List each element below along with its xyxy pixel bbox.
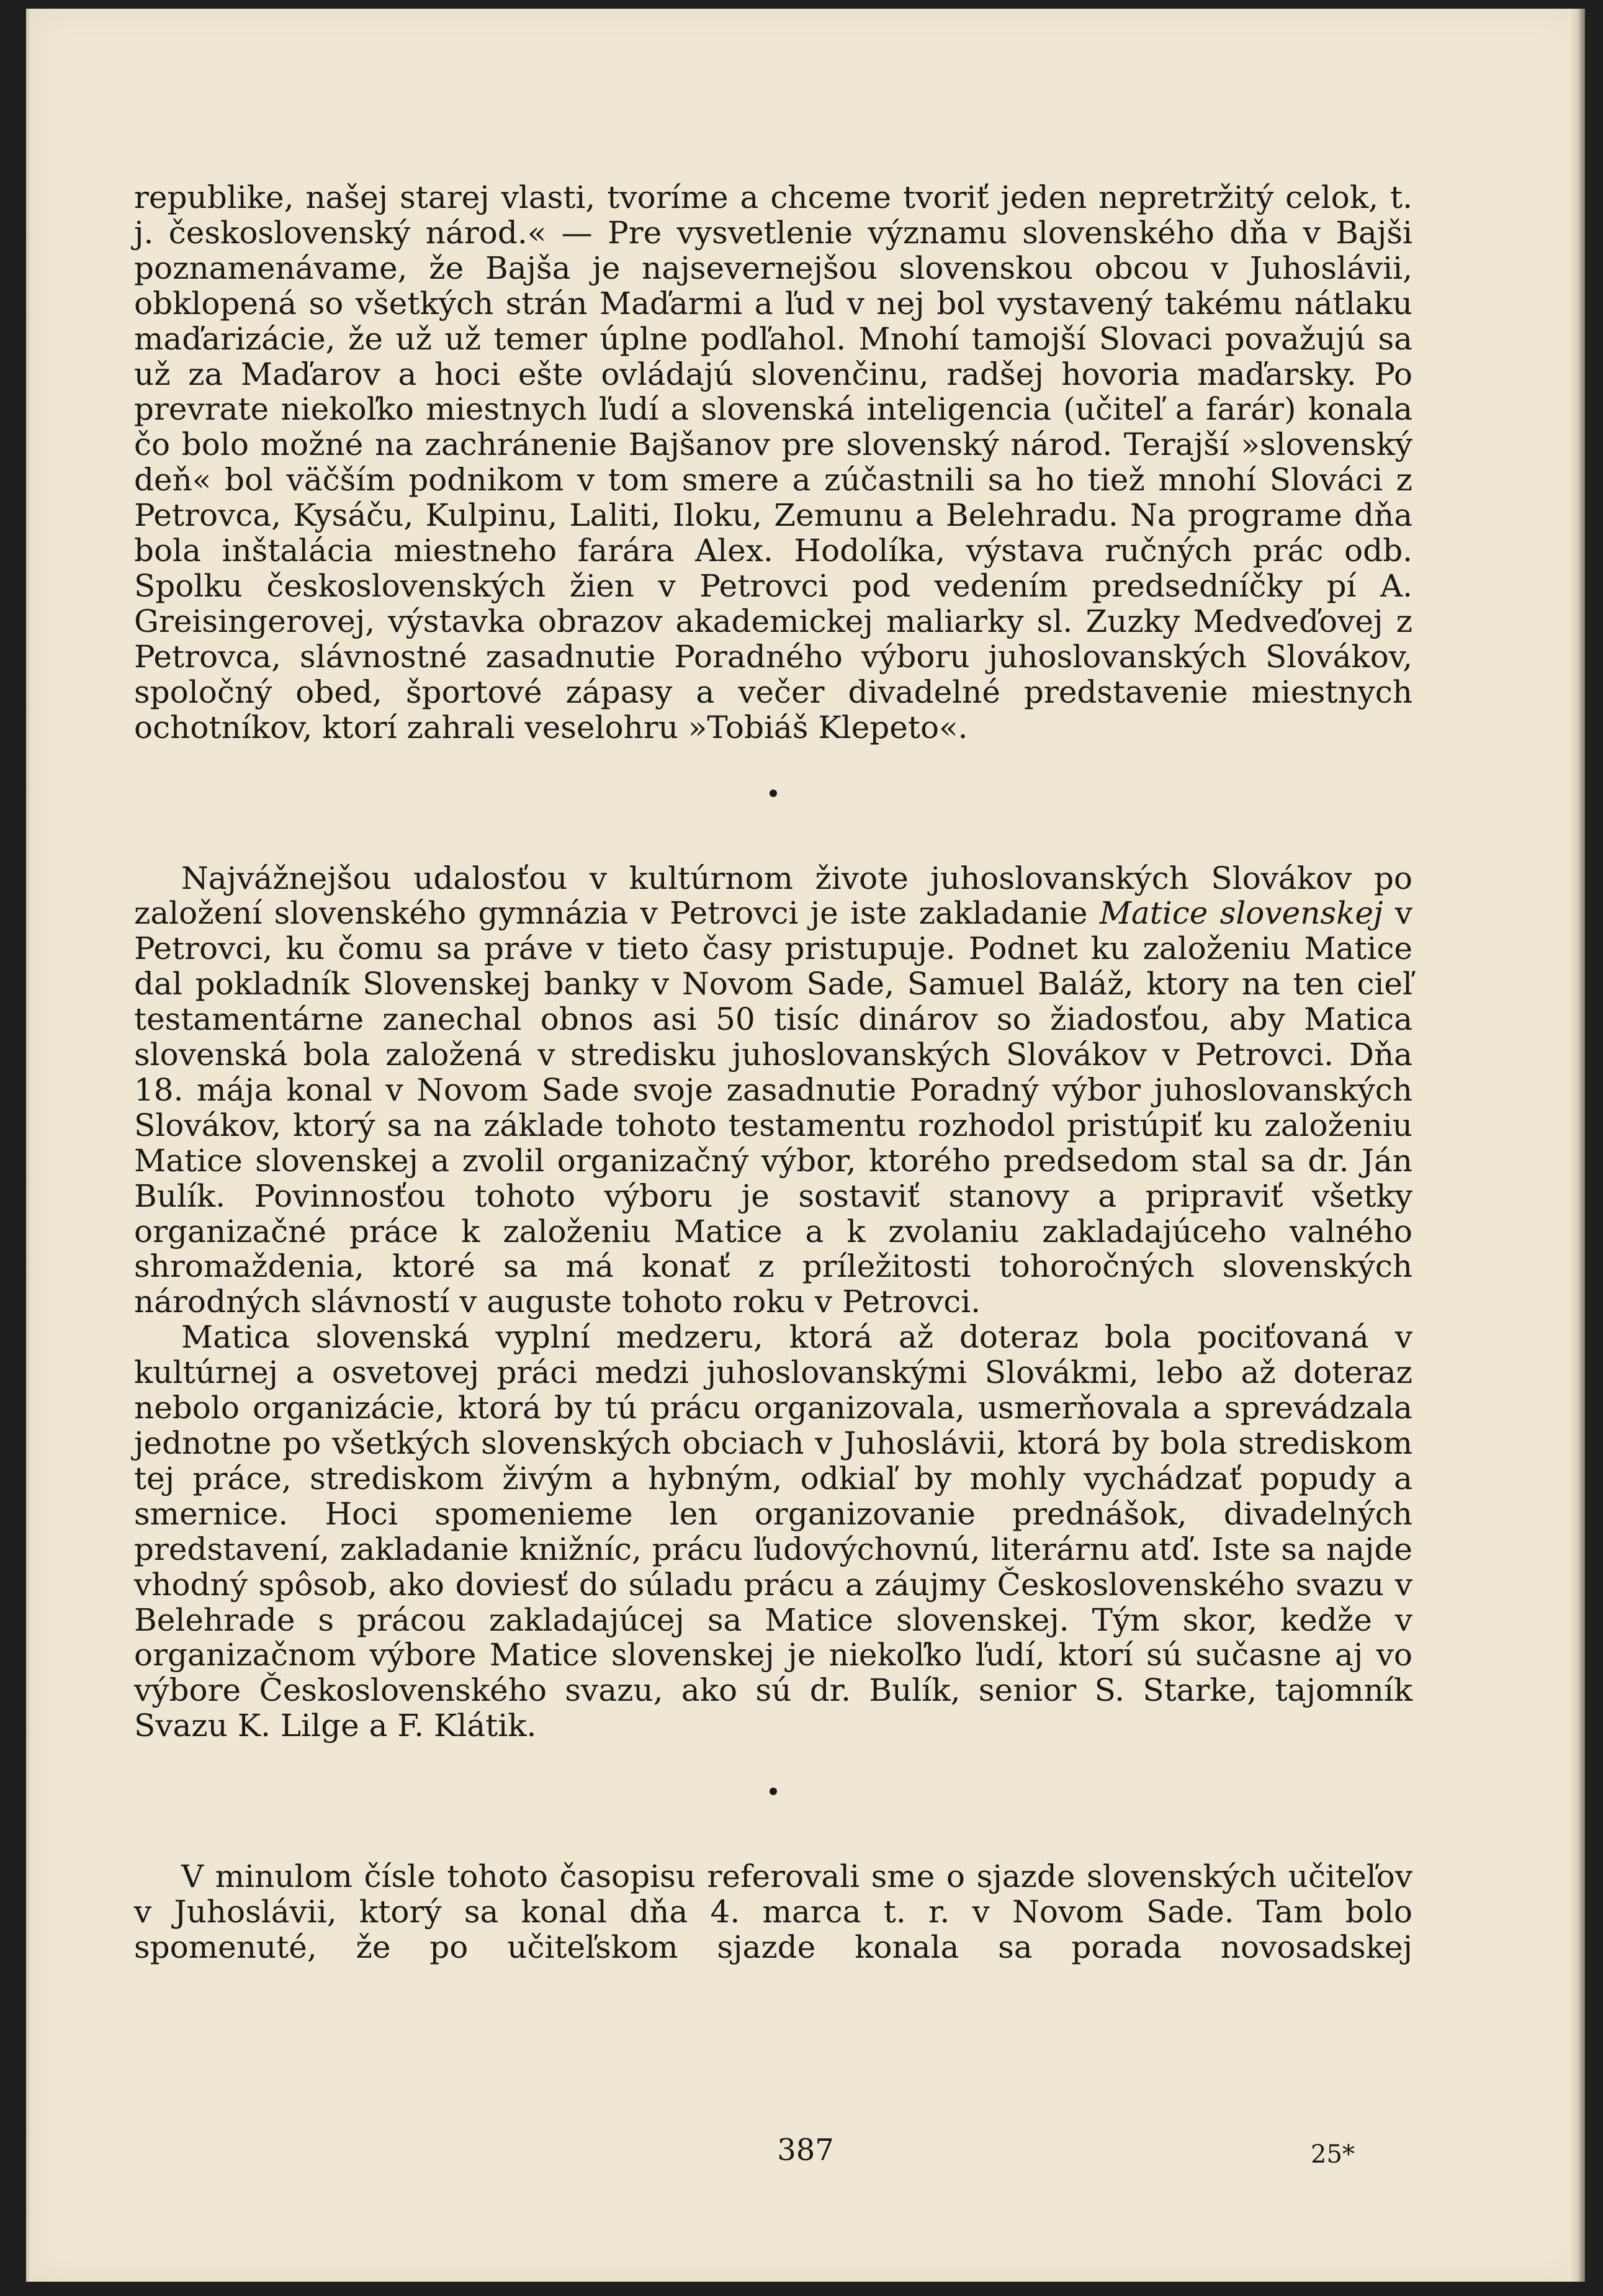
paragraph-bajsa: republike, našej starej vlasti, tvoríme a chceme tvoriť jeden nepretržitý celok, t. j. československý národ.« — Pre vysvetlenie významu slovenského dňa v Bajši poznamenávame, že Bajša je najsevernejšou slovenskou obcou v Juhoslávii, obklopená so všetkých strán Maďarmi a ľud v nej bol vystavený takému nátlaku maďarizácie, že už už temer úplne podľahol. Mnohí tamojší Slovaci považujú sa už za Maďarov a hoci ešte ovládajú slovenčinu, radšej hovoria maďarsky. Po prevrate niekoľko miestnych ľudí a slovenská inteligencia (učiteľ a farár) konala čo bolo možné na zachránenie Bajšanov pre slovenský národ. Terajší »slovenský deň« bol väčším podnikom v tom smere a zúčastnili sa ho tiež mnohí Slováci z Petrovca, Kysáču, Kulpinu, Laliti, Iloku, Zemunu a Belehradu. Na programe dňa bola inštalácia miestneho farára Alex. Hodolíka, výstava ručných prác odb. Spolku československých žien v Petrovci pod vedením predsedníčky pí A. Greisingerovej, výstavka obrazov akademickej maliarky sl. Zuzky Medveďovej z Petrovca, slávnostné zasadnutie Poradného výboru juhoslovanských Slovákov, spoločný obed, športové zápasy a večer divadelné predstavenie miestnych ochotníkov, ktorí zahrali veselohru »Tobiáš Klepeto«. (134, 179, 1412, 745)
paragraph-matica-intro (134, 861, 1412, 1320)
signature-mark: 25* (1311, 2140, 1355, 2169)
matica-intro-text-a: Najvážnejšou udalosťou v kultúrnom živote juhoslovanských Slovákov po založení slovenského gymnázia v Petrovci je iste zakladanie (134, 860, 1412, 932)
paragraph-teachers-congress: V minulom čísle tohoto časopisu referovali sme o sjazde slovenských učiteľov v Juhoslávii, ktorý sa konal dňa 4. marca t. r. v Novom Sade. Tam bolo spomenuté, že po učiteľskom sjazde konala sa porada novosadskej (134, 1858, 1412, 1965)
page-number: 387 (777, 2133, 834, 2168)
separator-dot-2 (770, 1788, 777, 1795)
paragraph-matica-purpose: Matica slovenská vyplní medzeru, ktorá až doteraz bola pociťovaná v kultúrnej a osvetovej práci medzi juhoslovanskými Slovákmi, lebo až doteraz nebolo organizácie, ktorá by tú prácu organizovala, usmerňovala a sprevádzala jednotne po všetkých slovenských obciach v Juhoslávii, ktorá by bola strediskom tej práce, strediskom živým a hybným, odkiaľ by mohly vychádzať popudy a smernice. Hoci spomenieme len organizovanie prednášok, divadelných predstavení, zakladanie knižníc, prácu ľudovýchovnú, literárnu atď. Iste sa najde vhodný spôsob, ako doviesť do súladu prácu a záujmy Československého svazu v Belehrade s prácou zakladajúcej sa Matice slovenskej. Tým skor, kedže v organizačnom výbore Matice slovenskej je niekoľko ľudí, ktorí sú sučasne aj vo výbore Československého svazu, ako sú dr. Bulík, senior S. Starke, tajomník Svazu K. Lilge a F. Klátik. (134, 1319, 1412, 1744)
page-binding-shadow (26, 9, 32, 2282)
separator-dot (770, 790, 777, 797)
section-separator-2 (134, 1770, 1412, 1807)
book-page (26, 9, 1585, 2282)
matica-title-italic: Matice slovenskej (1099, 895, 1383, 932)
section-separator (134, 772, 1412, 809)
body-text (134, 180, 1412, 1965)
page-edge-shadow (1569, 9, 1585, 2282)
matica-intro-text-b: v Petrovci, ku čomu sa práve v tieto časy pristupuje. Podnet ku založeniu Matice dal pokladník Slovenskej banky v Novom Sade, Samuel Baláž, ktory na ten cieľ testamentárne zanechal obnos asi 50 tisíc dinárov so žiadosťou, aby Matica slovenská bola založená v stredisku juhoslovanských Slovákov v Petrovci. Dňa 18. mája konal v Novom Sade svoje zasadnutie Poradný výbor juhoslovanských Slovákov, ktorý sa na základe tohoto testamentu rozhodol pristúpiť ku založeniu Matice slovenskej a zvolil organizačný výbor, ktorého predsedom stal sa dr. Ján Bulík. Povinnosťou tohoto výboru je sostaviť stanovy a pripraviť všetky organizačné práce k založeniu Matice a k zvolaniu zakladajúceho valného shromaždenia, ktoré sa má konať z príležitosti tohoročných slovenských národných slávností v auguste tohoto roku v Petrovci. (134, 895, 1412, 1320)
